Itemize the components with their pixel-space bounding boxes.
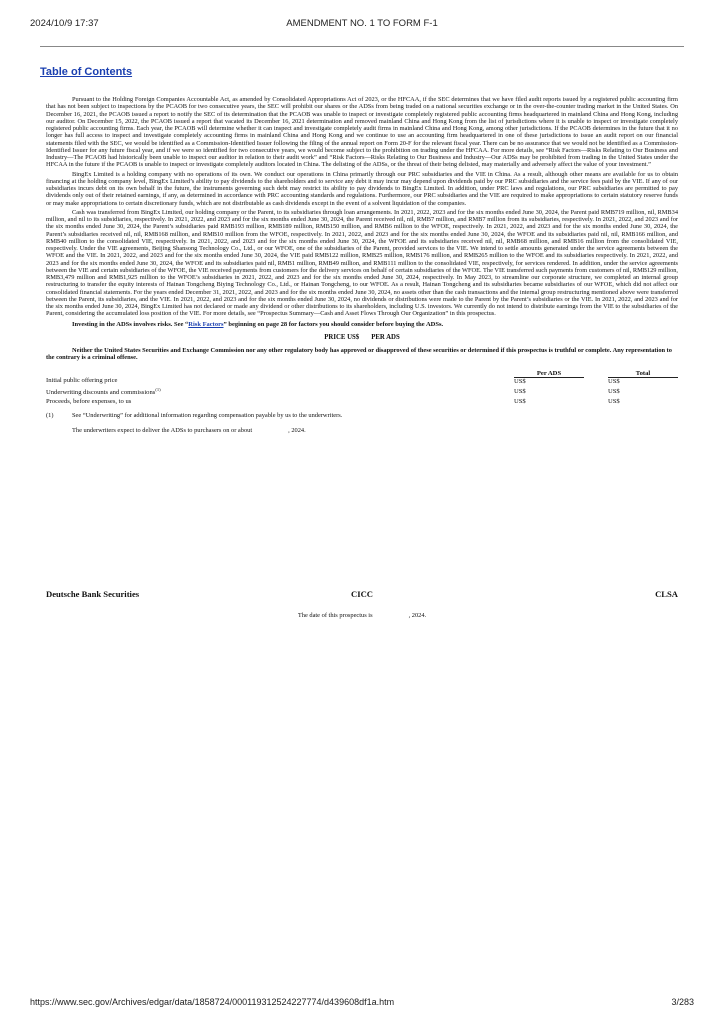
- footnote: [46, 412, 678, 419]
- price-line: [46, 334, 678, 341]
- footnote-number: (1): [46, 412, 54, 420]
- col-header-total: Total: [608, 370, 678, 378]
- per-ads-label: PER ADS: [371, 333, 400, 341]
- row-label: Initial public offering price: [46, 377, 118, 385]
- prospectus-date: [0, 612, 724, 619]
- underwriter-deutsche-bank: Deutsche Bank Securities: [46, 589, 140, 599]
- table-of-contents-link[interactable]: Table of Contents: [40, 66, 133, 78]
- row-total: US$: [608, 397, 620, 405]
- page-url: https://www.sec.gov/Archives/edgar/data/1858724/000119312524227774/d439608df1a.htm: [30, 997, 395, 1007]
- print-datetime: 2024/10/9 17:37: [30, 18, 99, 29]
- holding-company-paragraph: BingEx Limited is a holding company with no operations of its own. We conduct our operations in China primarily through our PRC subsidiaries and the VIE in China. As a result, although other means are available for us to obtain financing at the holding company level, BingEx Limited’s ability to pay dividends to the shareholders and to service any debt it may incur may depend upon dividends paid by our PRC subsidiaries and the service fees paid by the VIE. If any of our subsidiaries incurs debt on its own behalf in the future, the instruments governing such debt may restrict its ability to pay dividends to BingEx Limited. In addition, under PRC laws and regulations, our PRC subsidiaries are permitted to pay dividends only out of their retained earnings, if any, as determined in accordance with PRC accounting standards and regulations. Furthermore, our PRC subsidiaries and the VIE are required to make appropriations to certain statutory reserve funds or may make appropriations to certain discretionary funds, which are not distributable as cash dividends except in the event of a solvent liquidation of the companies.: [46, 170, 678, 207]
- prospectus-body: [46, 96, 678, 434]
- risk-notice-prefix: Investing in the ADSs involves risks. See “: [72, 320, 189, 328]
- delivery-statement: [72, 427, 678, 434]
- row-per-ads: US$: [514, 397, 526, 405]
- hfcaa-paragraph: Pursuant to the Holding Foreign Companies Accountable Act, as amended by Consolidated Appropriations Act of 2023, or the HFCAA, if the SEC determines that we have filed audit reports issued by a registered public accounting firm that has not been subject to inspections by the PCAOB for two consecutive years, the SEC will prohibit our shares or the ADSs from being traded on a national securities exchange or in the over-the-counter trading market in the United States. On December 16, 2021, the PCAOB issued a report to notify the SEC of its determination that the PCAOB was unable to inspect or investigate completely registered public accounting firms headquartered in mainland China and Hong Kong, including our auditor. On December 15, 2022, the PCAOB issued a report that vacated its December 16, 2021 determination and removed mainland China and Hong Kong from the list of jurisdictions where it is unable to inspect or investigate completely registered public accounting firms. Each year, the PCAOB will determine whether it can inspect and investigate completely audit firms in mainland China and Hong Kong, among other jurisdictions. If the PCAOB determines in the future that it no longer has full access to inspect and investigate completely accounting firms in mainland China and Hong Kong and we continue to use an accounting firm headquartered in one of these jurisdictions to issue an audit report on our financial statements filed with the SEC, we would be identified as a Commission-Identified Issuer following the filing of the annual report on Form 20-F for the relevant fiscal year. There can be no assurance that we would not be identified as a Commission-Identified Issuer for any future fiscal year, and if we were so identified for two consecutive years, we would become subject to the prohibition on trading under the HFCAA. For more details, see “Risk Factors—Risks Relating to Our Business and Industry—The PCAOB had historically been unable to inspect our auditor in relation to their audit work” and “Risk Factors—Risks Relating to Our Business and Industry—Our ADSs may be prohibited from trading in the United States under the HFCAA in the future if the PCAOB is unable to inspect or investigate completely auditors located in China. The delisting of the ADSs, or the threat of their being delisted, may materially and adversely affect the value of your investment.”: [46, 96, 678, 169]
- row-per-ads: US$: [514, 377, 526, 385]
- offering-table: [46, 370, 678, 407]
- row-label: Proceeds, before expenses, to us: [46, 397, 132, 405]
- table-row: [46, 398, 678, 407]
- prospectus-date-text: The date of this prospectus is: [297, 612, 373, 619]
- col-header-per-ads: Per ADS: [514, 370, 584, 378]
- footnote-marker: (1): [155, 387, 161, 393]
- table-row: [46, 386, 678, 398]
- risk-factors-link[interactable]: Risk Factors: [188, 320, 224, 328]
- footnote-text: See “Underwriting” for additional information regarding compensation payable by us to the underwriters.: [72, 412, 343, 420]
- row-total: US$: [608, 377, 620, 385]
- underwriter-cicc: CICC: [351, 589, 373, 599]
- table-row: [46, 377, 678, 386]
- row-label: Underwriting discounts and commissions: [46, 389, 156, 397]
- risk-notice: [72, 321, 678, 329]
- print-title: AMENDMENT NO. 1 TO FORM F-1: [286, 18, 438, 29]
- price-label: PRICE US$: [324, 333, 360, 341]
- sec-disclaimer: Neither the United States Securities and Exchange Commission nor any other regulatory body has approved or disapproved of these securities or determined if this prospectus is truthful or complete. Any representation to the contrary is a criminal offense.: [46, 346, 673, 362]
- browser-print-footer: [30, 997, 694, 1007]
- row-total: US$: [608, 387, 620, 395]
- row-label-cell: [46, 386, 514, 398]
- page-number: 3/283: [671, 997, 694, 1007]
- browser-print-header: [30, 18, 694, 30]
- underwriter-clsa: CLSA: [655, 589, 678, 599]
- row-per-ads: US$: [514, 387, 526, 395]
- risk-notice-suffix: ” beginning on page 28 for factors you should consider before buying the ADSs.: [223, 320, 444, 328]
- divider: [40, 46, 684, 47]
- delivery-text: The underwriters expect to deliver the ADSs to purchasers on or about: [72, 427, 253, 435]
- delivery-year: , 2024.: [288, 427, 306, 435]
- cash-transfer-paragraph: Cash was transferred from BingEx Limited, our holding company or the Parent, to its subsidiaries through loan arrangements. In 2021, 2022, 2023 and for the six months ended June 30, 2024, the Parent paid RMB719 million, nil, RMB34 million, and nil to its subsidiaries, respectively. In 2021, 2022, and 2023 and for the six months ended June 30, 2024, the Parent received nil, nil, RMB7 million, and RMB7 million from its subsidiaries, respectively. In 2021, 2022, and 2023 and for the six months ended June 30, 2024, the Parent’s subsidiaries paid RMB193 million, RMB189 million, RMB150 million, and RMB6 million to the WFOE, respectively. In 2021, 2022, and 2023 and for the six months ended June 30, 2024, the Parent’s subsidiaries received nil, nil, RMB168 million, and RMB10 million from the WFOE, respectively. In 2021, 2022, and 2023 and for the six months ended June 30, 2024, the WFOE and its subsidiaries paid nil, nil, RMB166 million, and RMB40 million to the consolidated VIE, respectively. In 2021, 2022, and 2023 and for the six months ended June 30, 2024, the WFOE and its subsidiaries received nil, nil, RMB68 million, and RMB16 million from the consolidated VIE, respectively. Under the VIE agreements, Beijing Shansong Technology Co., Ltd., or our WFOE, one of the subsidiaries of the Parent, provided services to the VIE. We intend to settle amounts generated under the service agreements between the WFOE and the VIE. In 2021, 2022, and 2023 and for the six months ended June 30, 2024, the VIE paid RMB122 million, RMB25 million, RMB176 million, and RMB265 million to the WFOE and its subsidiaries respectively. In 2021, 2022, and 2023 and for the six months ended June 30, 2024, the WFOE and its subsidiaries paid nil, RMB1 million, RMB49 million, and RMB111 million to the consolidated VIE, respectively, for services rendered. In addition, under the service agreements between the VIE and certain subsidiaries of the WFOE, the VIE received payments from customers for the delivery services on behalf of certain subsidiaries of the WFOE. The VIE transferred such payments from customers of nil, RMB129 million, RMB3,479 million and RMB1,925 million to the WFOE’s subsidiaries in 2021, 2022, and 2023 and for the six months ended June 30, 2024, respectively. In May 2023, to streamline our corporate structure, we completed an internal group restructuring to transfer the equity interests of Hainan Tongcheng Biying Technology Co., Ltd., or Hainan Tongcheng, to our WFOE. As a result, Hainan Tongcheng and its subsidiaries became subsidiaries of our WFOE, which did not affect our consolidated financial statements. For the years ended December 31, 2021, 2022, and 2023 and for the six months ended June 30, 2024, no assets other than the cash transactions and the internal group restructuring mentioned above were transferred between the Parent, its subsidiaries, and the VIE. In 2021, 2022, and 2023 and for the six months ended June 30, 2024, no dividends or distributions were made to the Parent by the Parent’s subsidiaries or the VIE. In 2021, 2022, and 2023 and for the six months ended June 30, 2024, BingEx Limited has not declared or made any dividend or other distributions to its shareholders, including U.S. investors. We currently do not intend to distribute earnings from the VIE to the subsidiaries of the Parent, considering the accumulated loss position of the VIE. For more details, see “Prospectus Summary—Cash and Asset Flows Through Our Organization” in this prospectus.: [46, 208, 678, 318]
- prospectus-date-year: , 2024.: [408, 612, 427, 619]
